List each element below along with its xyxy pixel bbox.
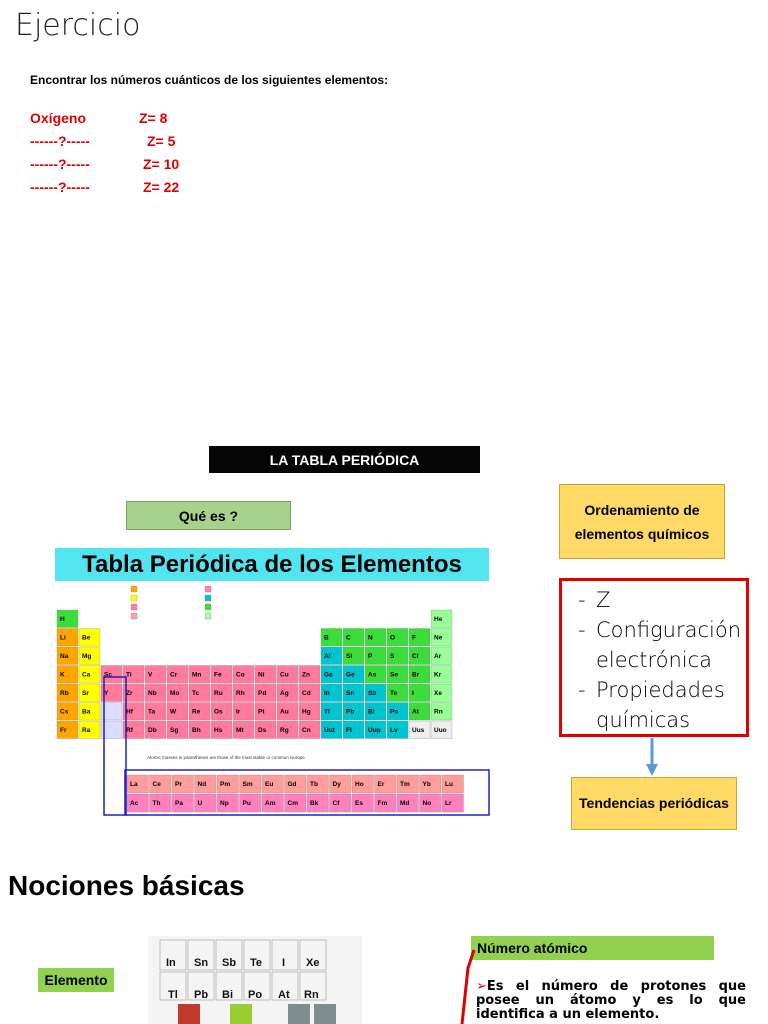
- element-symbol: Os: [214, 708, 223, 716]
- element-symbol: No: [422, 800, 432, 807]
- element-symbol: Mn: [192, 671, 202, 679]
- element-symbol: Re: [192, 708, 201, 716]
- element-symbol: Sc: [104, 671, 112, 679]
- elemento-label: Elemento: [38, 968, 114, 992]
- periodic-table-title: Tabla Periódica de los Elementos: [55, 548, 489, 581]
- exercise-instruction: Encontrar los números cuánticos de los siguientes elementos:: [30, 73, 389, 87]
- element-symbol: Ni: [258, 671, 265, 679]
- element-symbol: In: [324, 690, 330, 697]
- element-symbol: Ba: [82, 708, 91, 716]
- nociones-title: Nociones básicas: [8, 870, 245, 901]
- element-symbol: Kr: [434, 671, 442, 679]
- element-symbol: Pb: [346, 708, 355, 716]
- element-symbol: Ar: [434, 653, 442, 660]
- element-name-1: Oxígeno: [30, 110, 87, 126]
- element-z-1: Z= 8: [139, 110, 168, 126]
- element-symbol: Cr: [170, 671, 178, 679]
- element-symbol: Mt: [236, 727, 244, 734]
- element-symbol: Ac: [130, 800, 139, 807]
- element-symbol: Th: [152, 800, 161, 807]
- svg-text:Sb: Sb: [222, 957, 237, 969]
- element-symbol: Br: [412, 671, 420, 679]
- element-symbol: Am: [265, 800, 276, 807]
- element-symbol: Sm: [242, 781, 253, 788]
- element-name-4: ------?-----: [30, 179, 90, 195]
- element-symbol: Lv: [390, 727, 398, 734]
- element-symbol: Li: [60, 634, 66, 642]
- bullet-icon: ➢: [476, 979, 487, 994]
- element-symbol: K: [60, 671, 65, 679]
- legend-swatch: [205, 613, 211, 619]
- connector-line: [440, 948, 480, 1024]
- element-symbol: H: [60, 616, 65, 623]
- element-name-2: ------?-----: [30, 133, 90, 149]
- element-symbol: Np: [220, 800, 229, 807]
- element-symbol: Cl: [412, 653, 419, 660]
- element-symbol: N: [368, 634, 373, 642]
- element-symbol: Ho: [355, 781, 364, 788]
- element-symbol: Tl: [324, 708, 330, 716]
- element-symbol: Eu: [265, 781, 274, 788]
- legend-swatch: [205, 595, 211, 601]
- svg-text:Rn: Rn: [304, 989, 319, 1001]
- element-symbol: Rn: [434, 708, 443, 716]
- slide-title-ejercicio: Ejercicio: [15, 8, 141, 43]
- periodic-table-image: [55, 586, 491, 818]
- element-symbol: S: [390, 653, 395, 660]
- element-symbol: O: [390, 634, 396, 642]
- element-symbol: Zr: [126, 690, 133, 697]
- definition-body: Es el número de protones que posee un átomo y es lo que identifica a un elemento.: [476, 979, 746, 1022]
- element-symbol: Te: [390, 690, 398, 697]
- element-symbol: Xe: [434, 690, 442, 697]
- element-z-3: Z= 10: [143, 156, 180, 172]
- element-symbol: As: [368, 671, 377, 679]
- element-symbol: Fm: [377, 800, 388, 807]
- element-symbol: Ds: [258, 727, 267, 734]
- element-z-2: Z= 5: [147, 133, 176, 149]
- element-symbol: Rb: [60, 690, 69, 697]
- element-symbol: W: [170, 708, 177, 716]
- element-symbol: Be: [82, 634, 91, 642]
- element-symbol: Co: [236, 671, 245, 679]
- element-symbol: Tm: [400, 781, 410, 788]
- element-symbol: Lr: [445, 800, 452, 807]
- svg-text:Bi: Bi: [222, 989, 233, 1001]
- element-symbol: Pt: [258, 708, 265, 716]
- property-item: - Propiedades químicas: [578, 675, 746, 735]
- element-symbol: Ce: [152, 781, 161, 788]
- element-symbol: Nb: [148, 690, 157, 697]
- element-symbol: C: [346, 634, 351, 642]
- periodic-table-banner: LA TABLA PERIÓDICA: [209, 446, 480, 473]
- element-symbol: Lu: [445, 781, 453, 788]
- svg-text:I: I: [282, 957, 286, 969]
- element-symbol: Ge: [346, 671, 355, 679]
- properties-box: [559, 578, 749, 737]
- element-symbol: B: [324, 634, 329, 642]
- element-symbol: Sr: [82, 690, 89, 697]
- element-symbol: Cu: [280, 671, 289, 679]
- element-symbol: Ne: [434, 634, 443, 642]
- element-symbol: Uus: [412, 727, 425, 734]
- element-symbol: Bi: [368, 708, 375, 716]
- element-name-3: ------?-----: [30, 156, 90, 172]
- legend-swatch: [131, 595, 137, 601]
- element-symbol: Pu: [242, 800, 251, 807]
- element-symbol: Ir: [236, 708, 241, 716]
- property-item: - Configuración electrónica: [578, 615, 746, 675]
- element-symbol: Ti: [126, 671, 132, 679]
- element-symbol: Mo: [170, 690, 180, 697]
- element-symbol: Yb: [422, 781, 431, 788]
- legend-swatch: [131, 604, 137, 610]
- element-symbol: Tc: [192, 690, 200, 697]
- tendencias-box: Tendencias periódicas: [571, 777, 737, 830]
- element-symbol: Md: [400, 800, 410, 807]
- table-note: Atomic masses in parentheses are those of the most stable or common isotope.: [147, 755, 306, 760]
- svg-text:Pb: Pb: [194, 989, 209, 1001]
- element-symbol: P: [368, 653, 373, 660]
- arrow-down-icon: [646, 738, 658, 776]
- definition-text: [476, 980, 746, 1022]
- element-symbol: Ca: [82, 671, 91, 679]
- element-symbol: Pd: [258, 690, 267, 697]
- svg-text:Po: Po: [248, 989, 263, 1001]
- element-symbol: I: [412, 690, 414, 697]
- element-z-4: Z= 22: [143, 179, 180, 195]
- element-symbol: Nd: [197, 781, 207, 788]
- element-symbol: Cd: [302, 690, 311, 697]
- numero-atomico-label: Número atómico: [471, 936, 714, 960]
- element-symbol: Ru: [214, 690, 223, 697]
- element-symbol: Pm: [220, 781, 231, 788]
- element-symbol: Bk: [310, 800, 319, 807]
- element-symbol: Ag: [280, 690, 289, 697]
- periodic-table-cells: [57, 586, 489, 815]
- element-symbol: Cs: [60, 708, 69, 716]
- legend-swatch: [205, 604, 211, 610]
- element-symbol: Fl: [346, 727, 352, 734]
- element-symbol: La: [130, 781, 138, 788]
- property-item: - Z: [578, 585, 746, 615]
- element-symbol: Hg: [302, 708, 311, 716]
- element-symbol: Rg: [280, 727, 289, 734]
- element-symbol: Se: [390, 671, 398, 679]
- svg-text:Te: Te: [250, 957, 263, 969]
- svg-text:Xe: Xe: [306, 957, 320, 969]
- element-symbol: Uuo: [434, 727, 447, 734]
- element-symbol: Ta: [148, 708, 156, 716]
- element-symbol: Al: [324, 653, 331, 660]
- element-symbol: Tb: [310, 781, 318, 788]
- element-symbol: Cf: [332, 800, 340, 807]
- element-symbol: Rf: [126, 727, 133, 734]
- svg-text:At: At: [278, 989, 290, 1001]
- element-symbol: Dy: [332, 781, 341, 788]
- ordenamiento-box: Ordenamiento de elementos químicos: [559, 484, 725, 559]
- element-symbol: Ga: [324, 671, 333, 679]
- element-symbol: Ra: [82, 727, 91, 734]
- element-symbol: Rh: [236, 690, 245, 697]
- legend-swatch: [131, 613, 137, 619]
- svg-text:Sn: Sn: [194, 957, 209, 969]
- element-symbol: Pr: [175, 781, 182, 788]
- element-symbol: Pa: [175, 800, 183, 807]
- element-symbol: U: [197, 800, 203, 807]
- periodic-table-crop-image: [148, 936, 362, 1024]
- element-symbol: Uup: [368, 727, 381, 734]
- element-symbol: At: [412, 708, 419, 716]
- element-symbol: Y: [104, 690, 109, 697]
- element-symbol: Bh: [192, 727, 201, 734]
- element-symbol: Zn: [302, 671, 310, 679]
- element-symbol: Au: [280, 708, 289, 716]
- legend-swatch: [205, 586, 211, 592]
- element-symbol: He: [434, 616, 443, 623]
- element-symbol: Po: [390, 708, 399, 716]
- element-symbol: Cm: [287, 800, 298, 807]
- element-symbol: Er: [377, 781, 385, 788]
- svg-text:Tl: Tl: [168, 989, 178, 1001]
- que-es-box: Qué es ?: [126, 501, 291, 530]
- element-symbol: Mg: [82, 653, 92, 660]
- element-symbol: Db: [148, 727, 157, 734]
- element-symbol: Sn: [346, 690, 355, 697]
- element-symbol: Es: [355, 800, 363, 807]
- element-symbol: Gd: [287, 781, 297, 788]
- element-symbol: Cn: [302, 727, 311, 734]
- element-symbol: Fr: [60, 727, 67, 734]
- element-symbol: Uut: [324, 727, 335, 734]
- element-symbol: V: [148, 671, 153, 679]
- element-symbol: Hs: [214, 727, 223, 734]
- element-symbol: F: [412, 634, 416, 642]
- legend-swatch: [131, 586, 137, 592]
- element-symbol: Na: [60, 653, 69, 660]
- element-symbol: Hf: [126, 708, 133, 716]
- element-symbol: Fe: [214, 671, 222, 679]
- element-symbol: Sg: [170, 727, 179, 734]
- svg-text:In: In: [166, 957, 176, 969]
- element-symbol: Si: [346, 653, 353, 660]
- element-symbol: Sb: [368, 690, 377, 697]
